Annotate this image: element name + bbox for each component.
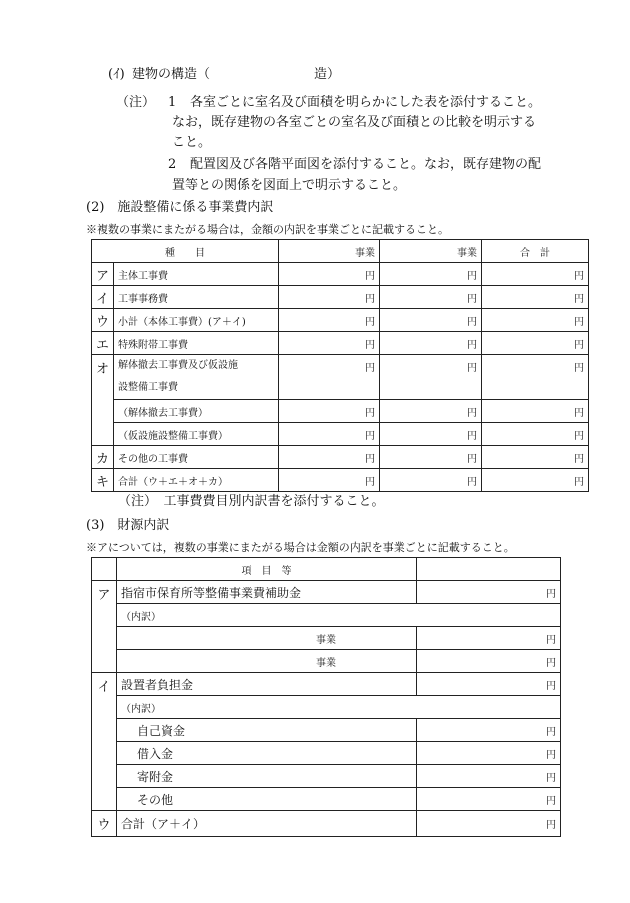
row-total: 円 [482, 423, 589, 446]
table-row [92, 742, 561, 765]
row-value: 円 [417, 811, 561, 837]
row-value: 円 [279, 469, 380, 492]
table-row [92, 696, 561, 719]
row-value: 円 [279, 263, 380, 286]
note-1-line2: なお，既存建物の各室ごとの室名及び面積との比較を明示する [172, 115, 537, 130]
sub-project-name: 事業 [117, 627, 417, 650]
row-value: 円 [417, 581, 561, 604]
table-row [92, 469, 589, 492]
sub-item-name: 借入金 [117, 742, 417, 765]
table-row [92, 811, 561, 837]
cost-breakdown-table [91, 239, 589, 492]
row-value: 円 [279, 355, 380, 400]
row-name-line1: 解体撤去工事費及び仮設施 [118, 360, 238, 371]
row-value: 円 [417, 719, 561, 742]
table-header-row [92, 240, 589, 263]
table-row [92, 263, 589, 286]
row-value: 円 [380, 446, 482, 469]
row-total: 円 [482, 263, 589, 286]
table-row [92, 627, 561, 650]
row-total: 円 [482, 355, 589, 400]
row-value: 円 [417, 673, 561, 696]
row-name: 小計（本体工事費）(ア＋イ) [114, 309, 279, 332]
row-label: ア [92, 581, 117, 673]
section3-note: ※アについては，複数の事業にまたがる場合は金額の内訳を事業ごとに記載すること。 [86, 541, 515, 554]
row-total: 円 [482, 332, 589, 355]
section2-note: ※複数の事業にまたがる場合は，金額の内訳を事業ごとに記載すること。 [86, 223, 449, 236]
row-name: 特殊附帯工事費 [114, 332, 279, 355]
row-value: 円 [417, 742, 561, 765]
note-1-line3: こと。 [172, 135, 212, 150]
row-label: イ [92, 286, 114, 309]
table-header-row [92, 558, 561, 581]
sub-project-name: 事業 [117, 650, 417, 673]
row-total: 円 [482, 400, 589, 423]
header-category: 種 目 [92, 240, 279, 263]
header-project-2: 事業 [380, 240, 482, 263]
table-row [92, 446, 589, 469]
table-row [92, 355, 589, 400]
header-item: 項 目 等 [117, 558, 417, 581]
row-total: 円 [482, 469, 589, 492]
row-value: 円 [279, 446, 380, 469]
row-label: ウ [92, 309, 114, 332]
table-row [92, 309, 589, 332]
row-name: 合計（ウ＋エ＋オ＋カ） [114, 469, 279, 492]
row-value: 円 [279, 332, 380, 355]
row-value: 円 [380, 309, 482, 332]
row-value: 円 [380, 263, 482, 286]
section2-footnote: （注） 工事費費目別内訳書を添付すること。 [118, 494, 385, 509]
row-label: イ [92, 673, 117, 811]
row-total: 円 [482, 446, 589, 469]
row-value: 円 [279, 400, 380, 423]
note-1-line1: 各室ごとに室名及び面積を明らかにした表を添付すること。 [190, 95, 542, 110]
table-row [92, 604, 561, 627]
table-row [92, 332, 589, 355]
row-label: ウ [92, 811, 117, 837]
row-name: （解体撤去工事費） [114, 400, 279, 423]
row-value: 円 [417, 627, 561, 650]
structure-suffix: 造） [314, 67, 341, 82]
row-value: 円 [380, 469, 482, 492]
row-label: ア [92, 263, 114, 286]
row-name: 工事事務費 [114, 286, 279, 309]
row-name: 合計（ア＋イ） [117, 811, 417, 837]
section3-title: (3) 財源内訳 [86, 518, 170, 533]
table-row [92, 286, 589, 309]
row-name-line2: 設整備工事費 [118, 382, 178, 393]
row-name: （仮設施設整備工事費） [114, 423, 279, 446]
row-total: 円 [482, 286, 589, 309]
breakdown-label: （内訳） [117, 696, 561, 719]
row-value: 円 [417, 788, 561, 811]
row-name: その他の工事費 [114, 446, 279, 469]
sub-item-name: 自己資金 [117, 719, 417, 742]
note-1-number: 1 [168, 95, 177, 110]
row-name [114, 355, 279, 400]
row-value: 円 [380, 400, 482, 423]
row-name: 指宿市保育所等整備事業費補助金 [117, 581, 417, 604]
note-2-line1: 配置図及び各階平面図を添付すること。なお，既存建物の配 [190, 157, 542, 172]
row-label: キ [92, 469, 114, 492]
row-total: 円 [482, 309, 589, 332]
header-project-1: 事業 [279, 240, 380, 263]
row-name: 設置者負担金 [117, 673, 417, 696]
notes-heading: （注） [116, 95, 156, 110]
note-2-line2: 置等との関係を図面上で明示すること。 [172, 178, 407, 193]
section2-title: (2) 施設整備に係る事業費内訳 [86, 200, 274, 215]
sub-item-name: その他 [117, 788, 417, 811]
row-label: カ [92, 446, 114, 469]
row-value: 円 [279, 286, 380, 309]
table-row [92, 788, 561, 811]
table-row [92, 423, 589, 446]
funding-table [91, 557, 561, 837]
row-value: 円 [279, 423, 380, 446]
row-value: 円 [380, 286, 482, 309]
row-value: 円 [279, 309, 380, 332]
table-row [92, 765, 561, 788]
header-total: 合 計 [482, 240, 589, 263]
sub-item-name: 寄附金 [117, 765, 417, 788]
row-name: 主体工事費 [114, 263, 279, 286]
row-label: オ [92, 355, 114, 446]
row-value: 円 [380, 423, 482, 446]
structure-text: 建物の構造（ [132, 67, 211, 82]
row-value: 円 [380, 332, 482, 355]
structure-label: (ｲ) [108, 67, 125, 82]
row-label: エ [92, 332, 114, 355]
table-row [92, 719, 561, 742]
table-row [92, 673, 561, 696]
table-row [92, 650, 561, 673]
row-value: 円 [380, 355, 482, 400]
note-2-number: 2 [168, 157, 177, 172]
row-value: 円 [417, 765, 561, 788]
table-row [92, 400, 589, 423]
table-row [92, 581, 561, 604]
breakdown-label: （内訳） [117, 604, 561, 627]
row-value: 円 [417, 650, 561, 673]
